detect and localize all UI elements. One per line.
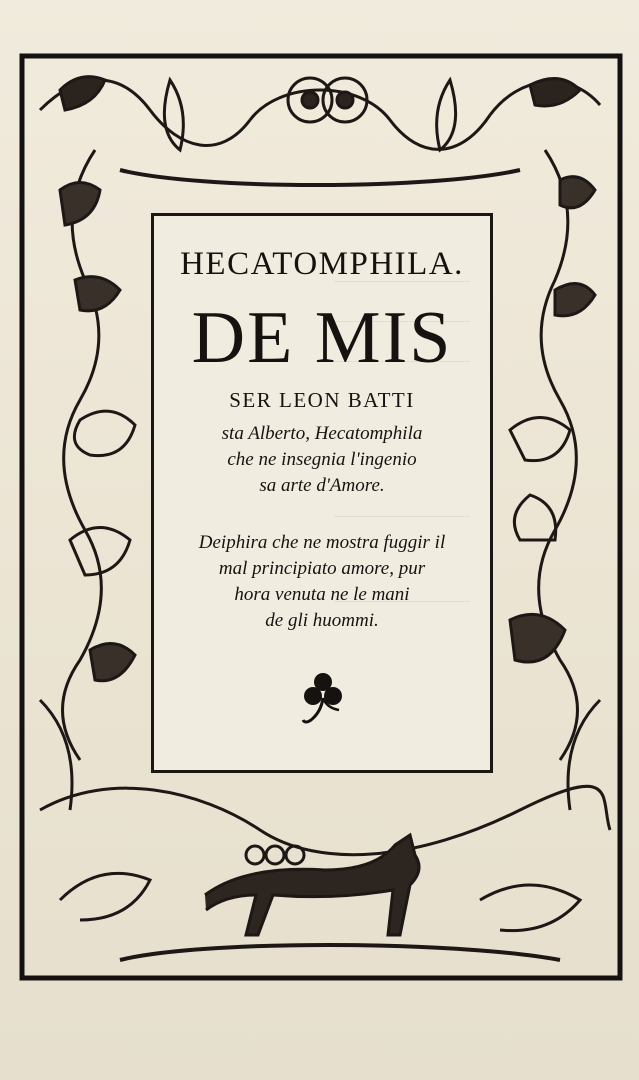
- right-ornament-column: [510, 150, 600, 810]
- description-line: de gli huommi.: [265, 610, 379, 631]
- subtitle-line: sa arte d'Amore.: [259, 475, 385, 496]
- trefoil-fleuron-icon: [301, 666, 345, 728]
- description-line: mal principiato amore, pur: [218, 558, 426, 579]
- title-line-ser-leon-batti: SER LEON BATTI: [229, 388, 415, 412]
- description-line: hora venuta ne le mani: [234, 584, 410, 605]
- subtitle-line: sta Alberto, Hecatomphila: [221, 423, 423, 444]
- subtitle-block: [164, 421, 480, 499]
- title-line-de-mis: DE MIS: [191, 297, 453, 379]
- title-line-hecatomphila: HECATOMPHILA.: [180, 246, 464, 282]
- description-block: [164, 530, 480, 634]
- description-line: Deiphira che ne mostra fuggir il: [198, 532, 446, 553]
- left-ornament-column: [40, 150, 135, 810]
- bottom-ornament-band: [40, 786, 610, 960]
- subtitle-line: che ne insegnia l'ingenio: [227, 449, 417, 470]
- title-panel: [151, 213, 493, 773]
- top-ornament-band: [40, 77, 600, 185]
